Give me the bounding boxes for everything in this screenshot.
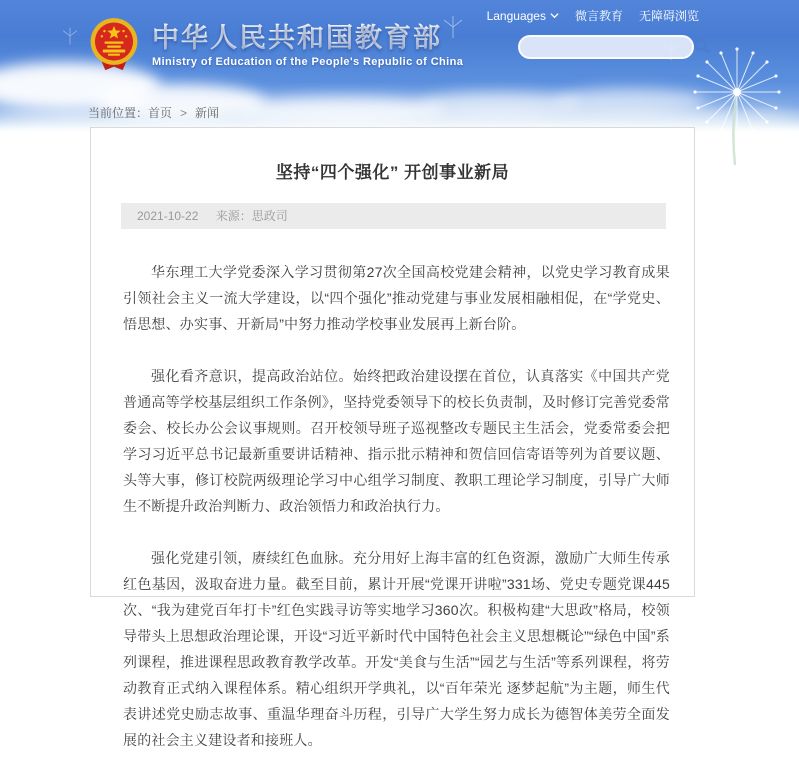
header-top-links: [487, 7, 699, 24]
search-input[interactable]: [520, 38, 693, 56]
search-icon: [693, 37, 711, 55]
site-logo[interactable]: [88, 16, 463, 74]
breadcrumb: [88, 104, 219, 121]
article-date: 2021-10-22: [137, 209, 199, 223]
weiyan-label: 微言教育: [574, 9, 623, 23]
accessibility-label: 无障碍浏览: [638, 9, 699, 23]
article-body: [91, 229, 694, 783]
breadcrumb-separator: >: [180, 106, 188, 120]
article-container: [90, 127, 695, 748]
weiyan-education-link[interactable]: [575, 7, 623, 24]
article-source-label: 来源：: [215, 209, 252, 223]
national-emblem-icon: [88, 16, 140, 74]
article-paragraph: 华东理工大学党委深入学习贯彻第27次全国高校党建会精神，以党史学习教育成果引领社会主义一流大学建设，以“四个强化”推动党建与事业发展相融相促，在“学党史、悟思想、办实事、开新局”中努力推动学校事业发展再上新台阶。: [123, 264, 670, 332]
chevron-down-icon: [550, 11, 559, 20]
accessibility-link[interactable]: [639, 7, 699, 24]
article-paragraph: 强化党建引领，赓续红色血脉。充分用好上海丰富的红色资源，激励广大师生传承红色基因，汲取奋进力量。截至目前，累计开展“党课开讲啦”331场、党史专题党课445次、“我为建党百年打卡”红色实践寻访等实地学习360次。积极构建“大思政”格局，校领导带头上思想政治理论课，开设“习近平新时代中国特色社会主义思想概论”“绿色中国”系列课程，推进课程思政教育教学改革。开发“美食与生活”“园艺与生活”等系列课程，将劳动教育正式纳入课程体系。精心组织开学典礼，以“百年荣光 逐梦起航”为主题，师生代表讲述党史励志故事、重温华理奋斗历程，引导广大学生努力成长为德智体美劳全面发展的社会主义建设者和接班人。: [123, 550, 670, 748]
languages-label: Languages: [486, 8, 546, 23]
site-title-english: Ministry of Education of the People's Republic of China: [152, 55, 464, 68]
article-paragraph: 强化看齐意识，提高政治站位。始终把政治建设摆在首位，认真落实《中国共产党普通高等学校基层组织工作条例》，坚持党委领导下的校长负责制，及时修订完善党委常委会、校长办公会议事规则。召开校领导班子巡视整改专题民主生活会，党委常委会把学习习近平总书记最新重要讲话精神、指示批示精神和贺信回信寄语等列为首要议题、头等大事，修订校院两级理论学习中心组学习制度、教职工理论学习制度，引导广大师生不断提升政治判断力、政治领悟力和政治执行力。: [123, 368, 670, 514]
site-title-chinese: 中华人民共和国教育部: [152, 23, 463, 53]
article-title: 坚持“四个强化” 开创事业新局: [275, 163, 510, 182]
article-source: 思政司: [251, 209, 288, 223]
languages-menu[interactable]: [487, 9, 559, 23]
article-meta-bar: [121, 203, 666, 229]
search-bar: [518, 35, 694, 59]
search-button[interactable]: [693, 37, 711, 57]
breadcrumb-home-link[interactable]: 首页: [148, 106, 173, 120]
breadcrumb-label: 当前位置：: [88, 106, 149, 120]
breadcrumb-news-link[interactable]: 新闻: [195, 106, 220, 120]
